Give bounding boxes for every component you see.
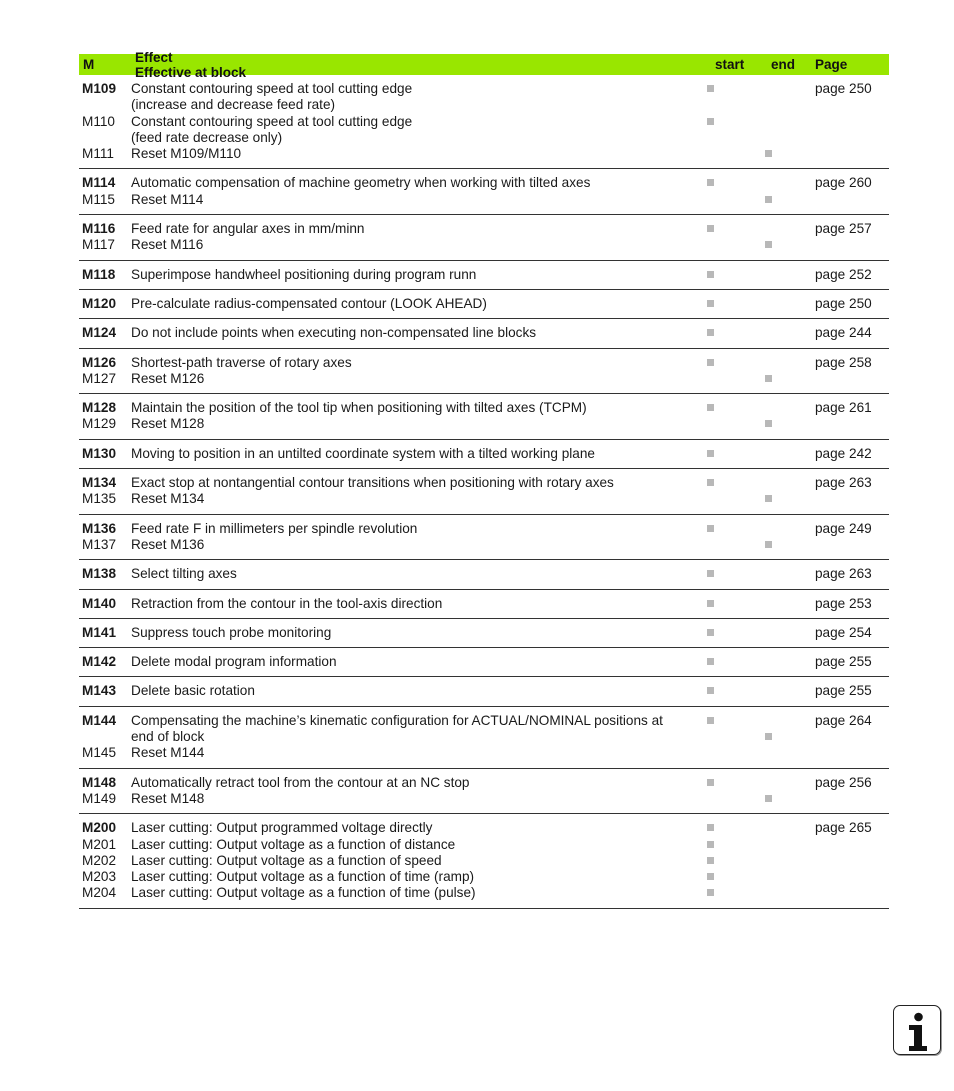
page-reference: page 256 xyxy=(815,774,872,790)
end-cell xyxy=(759,713,809,746)
start-marker-icon xyxy=(707,857,714,864)
table-row xyxy=(79,654,889,670)
page-reference xyxy=(809,237,889,253)
table-row xyxy=(79,820,889,836)
page-reference xyxy=(809,869,889,885)
table-group xyxy=(79,619,889,648)
table-row xyxy=(79,192,889,208)
table-row xyxy=(79,625,889,641)
effect-description xyxy=(131,81,701,114)
m-code: M128 xyxy=(82,400,117,416)
start-cell xyxy=(701,521,759,537)
start-marker-icon xyxy=(707,841,714,848)
page-reference xyxy=(809,491,889,507)
page-reference: page 261 xyxy=(815,400,872,416)
m-code: M118 xyxy=(82,266,116,282)
table-group xyxy=(79,769,889,815)
header-effect-cell xyxy=(131,50,701,80)
effect-description xyxy=(131,371,701,387)
table-group xyxy=(79,469,889,515)
m-code: M109 xyxy=(82,81,117,96)
end-cell xyxy=(759,791,809,807)
table-row xyxy=(79,400,889,416)
m-code: M135 xyxy=(82,491,117,507)
effect-description xyxy=(131,446,701,462)
start-cell xyxy=(701,683,759,699)
m-code: M134 xyxy=(82,475,117,491)
m-code: M117 xyxy=(82,237,115,253)
start-marker-icon xyxy=(707,300,714,307)
effect-description xyxy=(131,296,701,312)
start-cell xyxy=(701,355,759,371)
m-code: M142 xyxy=(82,654,117,670)
description-line: Reset M144 xyxy=(131,745,205,761)
start-cell xyxy=(701,625,759,641)
effect-description xyxy=(131,416,701,432)
table-group xyxy=(79,319,889,348)
effect-description xyxy=(131,491,701,507)
end-cell xyxy=(759,192,809,208)
description-line: Delete modal program information xyxy=(131,654,337,670)
start-marker-icon xyxy=(707,359,714,366)
m-code: M200 xyxy=(82,820,117,836)
effect-description xyxy=(131,566,701,582)
start-marker-icon xyxy=(707,450,714,457)
table-row xyxy=(79,267,889,283)
description-line: Reset M128 xyxy=(131,416,205,432)
m-code: M130 xyxy=(82,445,117,461)
start-marker-icon xyxy=(707,271,714,278)
page-reference: page 264 xyxy=(815,712,872,728)
m-code: M111 xyxy=(82,146,114,162)
start-cell xyxy=(701,654,759,670)
m-code: M127 xyxy=(82,370,117,386)
page-reference: page 244 xyxy=(815,325,872,341)
description-line: Reset M148 xyxy=(131,790,205,806)
end-cell xyxy=(759,820,809,836)
end-cell xyxy=(759,416,809,432)
end-marker-icon xyxy=(765,541,772,548)
table-row xyxy=(79,791,889,807)
m-code: M143 xyxy=(82,683,117,699)
end-cell xyxy=(759,625,809,641)
page-reference xyxy=(809,114,889,147)
description-line: Automatic compensation of machine geometry when working with tilted axes xyxy=(131,175,591,191)
end-cell xyxy=(759,654,809,670)
end-cell xyxy=(759,296,809,312)
m-code: M116 xyxy=(82,221,116,237)
description-line: Reset M114 xyxy=(131,191,204,207)
effect-description xyxy=(131,192,701,208)
end-marker-icon xyxy=(765,375,772,382)
table-group xyxy=(79,440,889,469)
table-row xyxy=(79,446,889,462)
start-cell xyxy=(701,267,759,283)
end-cell xyxy=(759,596,809,612)
m-code: M140 xyxy=(82,595,117,611)
start-cell xyxy=(701,146,759,162)
effect-description xyxy=(131,791,701,807)
start-cell xyxy=(701,885,759,901)
table-row xyxy=(79,713,889,746)
start-cell xyxy=(701,745,759,761)
table-row xyxy=(79,537,889,553)
effect-description xyxy=(131,885,701,901)
page-reference: page 253 xyxy=(815,595,872,611)
table-row xyxy=(79,491,889,507)
page-reference xyxy=(809,146,889,162)
effect-description xyxy=(131,713,701,746)
table-group xyxy=(79,261,889,290)
page-reference xyxy=(809,416,889,432)
table-row xyxy=(79,81,889,114)
effect-description xyxy=(131,745,701,761)
table-row xyxy=(79,853,889,869)
start-cell xyxy=(701,192,759,208)
start-marker-icon xyxy=(707,85,714,92)
start-cell xyxy=(701,237,759,253)
description-line: (feed rate decrease only) xyxy=(131,129,283,145)
page-reference xyxy=(809,837,889,853)
description-line: Reset M109/M110 xyxy=(131,146,242,162)
page-reference xyxy=(809,192,889,208)
description-line: Laser cutting: Output voltage as a function of time (ramp) xyxy=(131,869,475,885)
end-cell xyxy=(759,175,809,191)
table-row xyxy=(79,837,889,853)
table-row xyxy=(79,745,889,761)
start-cell xyxy=(701,837,759,853)
start-marker-icon xyxy=(707,889,714,896)
end-marker-icon xyxy=(765,241,772,248)
description-line: Constant contouring speed at tool cutting edge xyxy=(131,113,413,129)
m-code: M203 xyxy=(82,869,117,885)
table-row xyxy=(79,885,889,901)
effect-description xyxy=(131,683,701,699)
page-reference: page 249 xyxy=(815,520,872,536)
effect-description xyxy=(131,114,701,147)
page-reference: page 257 xyxy=(815,221,872,237)
description-line: Feed rate for angular axes in mm/minn xyxy=(131,221,365,237)
m-code: M148 xyxy=(82,774,117,790)
start-marker-icon xyxy=(707,118,714,125)
table-row xyxy=(79,114,889,147)
end-cell xyxy=(759,537,809,553)
page-reference: page 255 xyxy=(815,683,872,699)
description-line: end of block xyxy=(131,729,205,745)
end-cell xyxy=(759,521,809,537)
m-code: M149 xyxy=(82,790,117,806)
description-line: Automatically retract tool from the contour at an NC stop xyxy=(131,774,470,790)
start-marker-icon xyxy=(707,658,714,665)
start-cell xyxy=(701,869,759,885)
table-row xyxy=(79,566,889,582)
effect-description xyxy=(131,267,701,283)
page-reference: page 260 xyxy=(815,175,872,191)
table-row xyxy=(79,869,889,885)
start-cell xyxy=(701,491,759,507)
table-row xyxy=(79,237,889,253)
end-cell xyxy=(759,371,809,387)
start-cell xyxy=(701,713,759,746)
description-line: Compensating the machine’s kinematic configuration for ACTUAL/NOMINAL positions at xyxy=(131,712,663,728)
header-m: M xyxy=(83,57,95,72)
start-marker-icon xyxy=(707,824,714,831)
table-group xyxy=(79,515,889,561)
effect-description xyxy=(131,475,701,491)
start-marker-icon xyxy=(707,779,714,786)
effect-description xyxy=(131,625,701,641)
m-code: M124 xyxy=(82,325,117,341)
m-function-table xyxy=(79,49,889,909)
table-group xyxy=(79,169,889,215)
header-effective-at-block: Effective at block xyxy=(135,64,247,80)
m-code: M201 xyxy=(82,836,117,852)
table-row xyxy=(79,146,889,162)
description-line: (increase and decrease feed rate) xyxy=(131,97,336,113)
table-row xyxy=(79,521,889,537)
end-cell xyxy=(759,114,809,147)
page-reference: page 242 xyxy=(815,445,872,461)
start-marker-icon xyxy=(707,225,714,232)
m-code: M145 xyxy=(82,745,117,761)
table-body xyxy=(79,75,889,909)
end-cell xyxy=(759,446,809,462)
end-cell xyxy=(759,267,809,283)
start-marker-icon xyxy=(707,404,714,411)
effect-description xyxy=(131,775,701,791)
table-row xyxy=(79,325,889,341)
description-line: Laser cutting: Output voltage as a function of time (pulse) xyxy=(131,885,476,901)
table-group xyxy=(79,677,889,706)
table-row xyxy=(79,775,889,791)
header-page: Page xyxy=(815,57,848,72)
start-cell xyxy=(701,475,759,491)
page-reference xyxy=(809,745,889,761)
start-cell xyxy=(701,114,759,147)
effect-description xyxy=(131,221,701,237)
m-code: M114 xyxy=(82,175,116,191)
effect-description xyxy=(131,820,701,836)
m-code: M136 xyxy=(82,520,117,536)
m-code: M138 xyxy=(82,566,117,582)
end-cell xyxy=(759,837,809,853)
m-code: M115 xyxy=(82,191,115,207)
page-reference: page 263 xyxy=(815,475,872,491)
table-row xyxy=(79,371,889,387)
end-cell xyxy=(759,869,809,885)
end-cell xyxy=(759,81,809,114)
description-line: Constant contouring speed at tool cutting edge xyxy=(131,81,413,96)
effect-description xyxy=(131,325,701,341)
start-cell xyxy=(701,416,759,432)
start-cell xyxy=(701,820,759,836)
description-line: Delete basic rotation xyxy=(131,683,255,699)
effect-description xyxy=(131,596,701,612)
table-group xyxy=(79,648,889,677)
end-marker-icon xyxy=(765,733,772,740)
header-start: start xyxy=(715,57,745,72)
table-group xyxy=(79,590,889,619)
start-cell xyxy=(701,400,759,416)
start-cell xyxy=(701,221,759,237)
table-group xyxy=(79,215,889,261)
end-cell xyxy=(759,400,809,416)
effect-description xyxy=(131,837,701,853)
table-group xyxy=(79,707,889,769)
start-marker-icon xyxy=(707,600,714,607)
end-cell xyxy=(759,325,809,341)
end-cell xyxy=(759,683,809,699)
table-row xyxy=(79,175,889,191)
description-line: Laser cutting: Output voltage as a function of distance xyxy=(131,836,456,852)
start-cell xyxy=(701,566,759,582)
description-line: Feed rate F in millimeters per spindle revolution xyxy=(131,520,418,536)
page-reference: page 254 xyxy=(815,624,872,640)
table-group xyxy=(79,290,889,319)
page-reference xyxy=(809,885,889,901)
m-code: M202 xyxy=(82,852,117,868)
table-row xyxy=(79,596,889,612)
m-code: M110 xyxy=(82,113,115,129)
end-cell xyxy=(759,221,809,237)
m-code: M120 xyxy=(82,295,117,311)
table-group xyxy=(79,394,889,440)
page-reference: page 250 xyxy=(815,81,872,96)
start-marker-icon xyxy=(707,179,714,186)
m-code: M126 xyxy=(82,354,117,370)
table-row xyxy=(79,355,889,371)
header-end: end xyxy=(771,57,796,72)
end-cell xyxy=(759,146,809,162)
table-group xyxy=(79,75,889,169)
end-marker-icon xyxy=(765,495,772,502)
info-icon xyxy=(893,1005,941,1055)
page-reference xyxy=(809,791,889,807)
start-cell xyxy=(701,775,759,791)
effect-description xyxy=(131,521,701,537)
page-reference xyxy=(809,371,889,387)
start-marker-icon xyxy=(707,873,714,880)
start-cell xyxy=(701,371,759,387)
end-cell xyxy=(759,775,809,791)
effect-description xyxy=(131,537,701,553)
table-header xyxy=(79,49,889,80)
description-line: Superimpose handwheel positioning during program runn xyxy=(131,266,477,282)
description-line: Laser cutting: Output voltage as a function of speed xyxy=(131,852,442,868)
m-code: M144 xyxy=(82,712,117,728)
table-row xyxy=(79,221,889,237)
end-cell xyxy=(759,491,809,507)
description-line: Suppress touch probe monitoring xyxy=(131,624,332,640)
start-marker-icon xyxy=(707,570,714,577)
description-line: Reset M134 xyxy=(131,491,205,507)
effect-description xyxy=(131,146,701,162)
start-cell xyxy=(701,791,759,807)
page-reference: page 265 xyxy=(815,820,872,836)
effect-description xyxy=(131,853,701,869)
effect-description xyxy=(131,355,701,371)
effect-description xyxy=(131,175,701,191)
table-row xyxy=(79,683,889,699)
table-row xyxy=(79,416,889,432)
start-cell xyxy=(701,446,759,462)
description-line: Shortest-path traverse of rotary axes xyxy=(131,354,352,370)
start-cell xyxy=(701,175,759,191)
description-line: Pre-calculate radius-compensated contour (LOOK AHEAD) xyxy=(131,295,487,311)
start-cell xyxy=(701,537,759,553)
end-cell xyxy=(759,566,809,582)
start-marker-icon xyxy=(707,329,714,336)
start-cell xyxy=(701,81,759,114)
table-group xyxy=(79,560,889,589)
start-cell xyxy=(701,853,759,869)
table-row xyxy=(79,475,889,491)
end-cell xyxy=(759,475,809,491)
description-line: Reset M126 xyxy=(131,370,205,386)
end-cell xyxy=(759,885,809,901)
effect-description xyxy=(131,869,701,885)
page-reference xyxy=(809,537,889,553)
m-code: M129 xyxy=(82,416,117,432)
description-line: Retraction from the contour in the tool-axis direction xyxy=(131,595,443,611)
description-line: Select tilting axes xyxy=(131,566,237,582)
end-marker-icon xyxy=(765,150,772,157)
end-marker-icon xyxy=(765,196,772,203)
description-line: Reset M136 xyxy=(131,536,205,552)
m-code: M137 xyxy=(82,536,117,552)
page-reference: page 263 xyxy=(815,566,872,582)
start-marker-icon xyxy=(707,629,714,636)
table-group xyxy=(79,814,889,908)
description-line: Exact stop at nontangential contour transitions when positioning with rotary axes xyxy=(131,475,614,491)
page-reference: page 250 xyxy=(815,295,872,311)
start-cell xyxy=(701,596,759,612)
description-line: Moving to position in an untilted coordinate system with a tilted working plane xyxy=(131,445,595,461)
effect-description xyxy=(131,400,701,416)
start-marker-icon xyxy=(707,525,714,532)
header-effect: Effect xyxy=(135,49,173,65)
start-marker-icon xyxy=(707,479,714,486)
page-reference: page 255 xyxy=(815,654,872,670)
end-cell xyxy=(759,237,809,253)
end-cell xyxy=(759,853,809,869)
end-cell xyxy=(759,355,809,371)
description-line: Maintain the position of the tool tip when positioning with tilted axes (TCPM) xyxy=(131,400,587,416)
effect-description xyxy=(131,237,701,253)
table-group xyxy=(79,349,889,395)
m-code: M204 xyxy=(82,885,117,901)
table-row xyxy=(79,296,889,312)
start-cell xyxy=(701,325,759,341)
end-cell xyxy=(759,745,809,761)
end-marker-icon xyxy=(765,795,772,802)
description-line: Reset M116 xyxy=(131,237,204,253)
description-line: Do not include points when executing non-compensated line blocks xyxy=(131,325,537,341)
page-reference: page 252 xyxy=(815,266,872,282)
start-marker-icon xyxy=(707,717,714,724)
page-reference: page 258 xyxy=(815,354,872,370)
effect-description xyxy=(131,654,701,670)
description-line: Laser cutting: Output programmed voltage directly xyxy=(131,820,433,836)
start-marker-icon xyxy=(707,687,714,694)
start-cell xyxy=(701,296,759,312)
page-reference xyxy=(809,853,889,869)
end-marker-icon xyxy=(765,420,772,427)
m-code: M141 xyxy=(82,624,117,640)
